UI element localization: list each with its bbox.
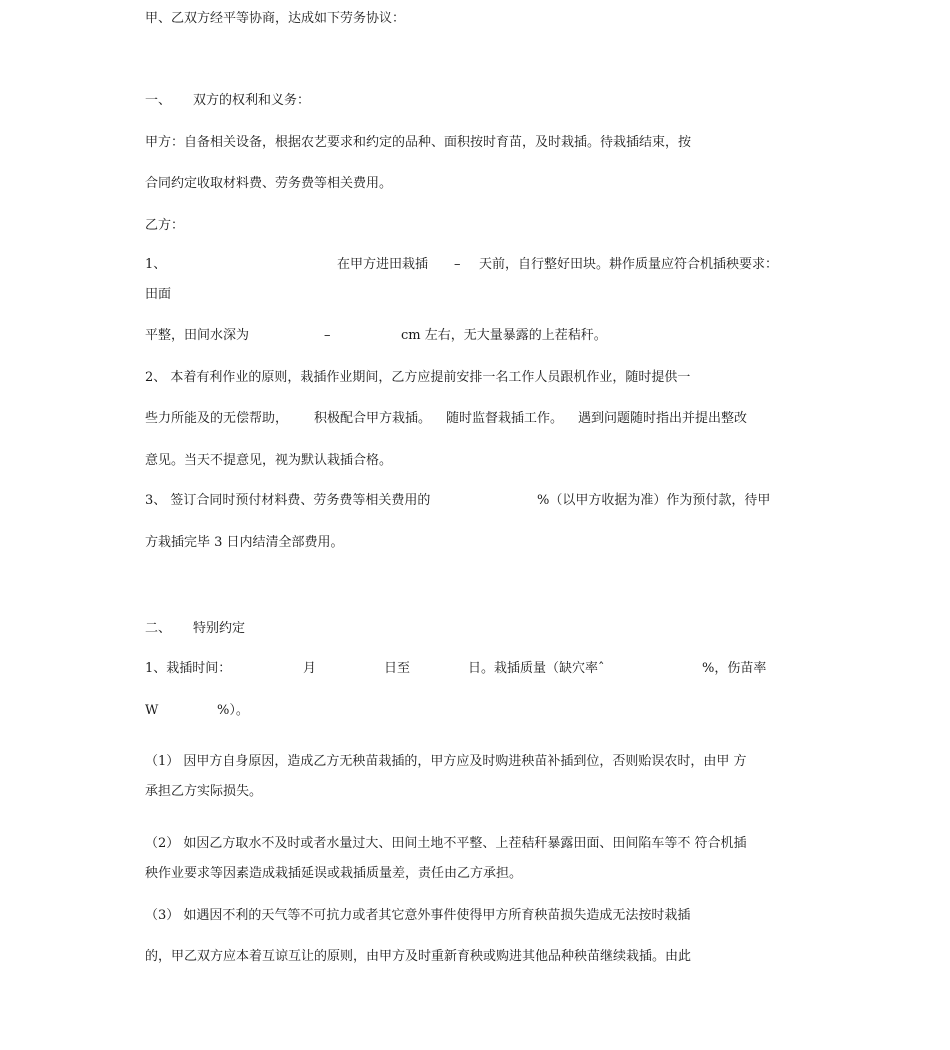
item2-line3: 意见。当天不提意见，视为默认栽插合格。 xyxy=(145,453,393,468)
party-a-line2: 合同约定收取材料费、劳务费等相关费用。 xyxy=(145,176,393,191)
clause2-line1: （2） 如因乙方取水不及时或者水量过大、田间土地不平整、上茬秸秆暴露田面、田间陷车等不 符合机插 xyxy=(145,836,747,851)
item1-line3-dash: – xyxy=(324,328,331,343)
item1-number: 1、 xyxy=(145,257,167,272)
clause1-line1: （1） 因甲方自身原因，造成乙方无秧苗栽插的，甲方应及时购进秧苗补插到位，否则贻误农时，由甲 方 xyxy=(145,754,747,769)
item1-line2: 田面 xyxy=(145,287,172,302)
item2-line1: 2、 本着有利作业的原则，栽插作业期间，乙方应提前安排一名工作人员跟机作业，随时提供一 xyxy=(145,370,691,385)
item2-line2-d: 遇到问题随时指出并提出整改 xyxy=(578,411,748,426)
clause3-line2: 的，甲乙双方应本着互谅互让的原则，由甲方及时重新育秧或购进其他品种秧苗继续栽插。由此 xyxy=(145,949,692,964)
item1-text-b: 天前，自行整好田块。耕作质量应符合机插秧要求： xyxy=(479,257,779,272)
intro-text: 甲、乙双方经平等协商，达成如下劳务协议： xyxy=(145,11,406,26)
clause2-line2: 秧作业要求等因素造成栽插延误或栽插质量差，责任由乙方承担。 xyxy=(145,866,523,881)
item3-line2: 方栽插完毕 3 日内结清全部费用。 xyxy=(145,535,344,550)
item3-line1-b: %（以甲方收据为准）作为预付款，待甲 xyxy=(537,493,771,508)
s2-item1-day-end: 日。栽插质量（缺穴率ˆ xyxy=(468,661,605,676)
item1-line3-a: 平整，田间水深为 xyxy=(145,328,250,343)
item2-line2-c: 随时监督栽插工作。 xyxy=(446,411,564,426)
section1-title: 双方的权利和义务： xyxy=(193,93,311,108)
s2-item1-w: W xyxy=(145,703,159,718)
s2-item1-label: 1、栽插时间： xyxy=(145,661,232,676)
item1-text-a: 在甲方进田栽插 xyxy=(337,257,429,272)
section1-number: 一、 xyxy=(145,93,172,108)
party-b-label: 乙方： xyxy=(145,218,185,233)
party-a-line1: 甲方：自备相关设备，根据农艺要求和约定的品种、面积按时育苗，及时栽插。待栽插结束，按 xyxy=(145,135,692,150)
s2-item1-month: 月 xyxy=(303,661,317,676)
clause1-line2: 承担乙方实际损失。 xyxy=(145,784,263,799)
section2-number: 二、 xyxy=(145,621,172,636)
s2-item1-day-to: 日至 xyxy=(384,661,411,676)
clause3-line1: （3） 如遇因不利的天气等不可抗力或者其它意外事件使得甲方所育秧苗损失造成无法按时栽插 xyxy=(145,908,691,923)
item3-line1-a: 3、 签订合同时预付材料费、劳务费等相关费用的 xyxy=(145,493,431,508)
item1-dash: – xyxy=(454,257,461,272)
section2-title: 特别约定 xyxy=(193,621,246,636)
item2-line2-a: 些力所能及的无偿帮助， xyxy=(145,411,289,426)
item1-line3-b: cm 左右，无大量暴露的上茬秸秆。 xyxy=(401,328,607,343)
s2-item1-injury: %，伤苗率 xyxy=(702,661,767,676)
s2-item1-tail: %）。 xyxy=(217,703,249,718)
item2-line2-b: 积极配合甲方栽插。 xyxy=(314,411,432,426)
